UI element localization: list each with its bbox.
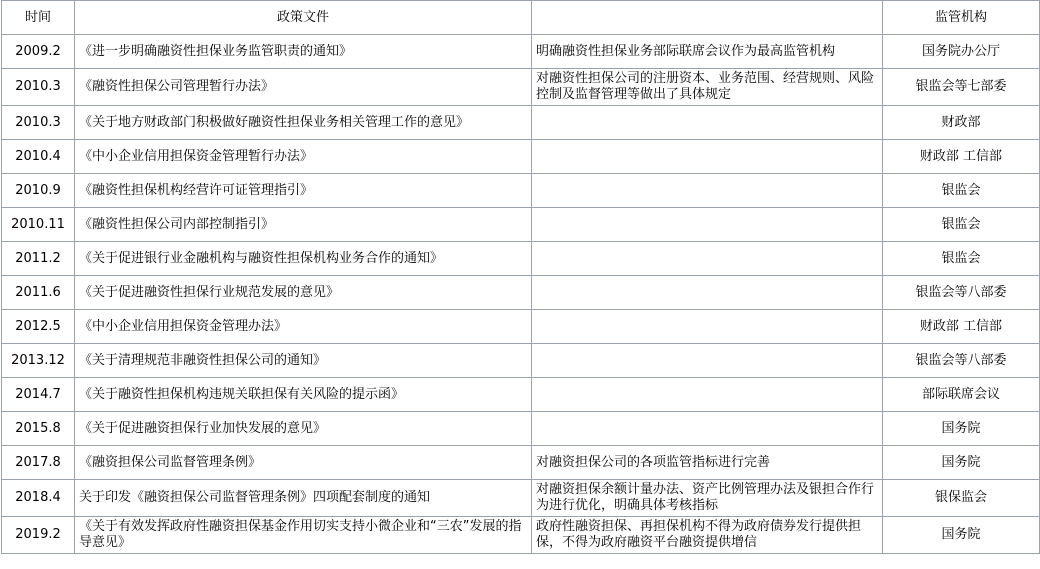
cell-time: 2017.8 (2, 446, 75, 480)
table-row (2, 310, 1040, 344)
cell-document: 《中小企业信用担保资金管理办法》 (75, 310, 532, 344)
table-row (2, 208, 1040, 242)
cell-description (532, 412, 883, 446)
cell-description: 明确融资性担保业务部际联席会议作为最高监管机构 (532, 35, 883, 69)
cell-document: 《融资性担保公司管理暂行办法》 (75, 69, 532, 106)
table-row (2, 276, 1040, 310)
table-row (2, 480, 1040, 517)
cell-organization: 银监会 (883, 174, 1040, 208)
cell-document: 《融资性担保公司内部控制指引》 (75, 208, 532, 242)
table-row (2, 35, 1040, 69)
cell-organization: 财政部 工信部 (883, 310, 1040, 344)
header-organization: 监管机构 (883, 1, 1040, 35)
cell-description: 对融资担保余额计量办法、资产比例管理办法及银担合作行为进行优化，明确具体考核指标 (532, 480, 883, 517)
cell-organization: 财政部 (883, 106, 1040, 140)
cell-document: 《关于促进银行业金融机构与融资性担保机构业务合作的通知》 (75, 242, 532, 276)
cell-description (532, 208, 883, 242)
cell-organization: 银保监会 (883, 480, 1040, 517)
table-row (2, 242, 1040, 276)
cell-document: 《关于促进融资担保行业加快发展的意见》 (75, 412, 532, 446)
table-header-row (2, 1, 1040, 35)
cell-document: 《进一步明确融资性担保业务监管职责的通知》 (75, 35, 532, 69)
cell-time: 2011.2 (2, 242, 75, 276)
cell-organization: 银监会等七部委 (883, 69, 1040, 106)
header-description (532, 1, 883, 35)
cell-description (532, 310, 883, 344)
cell-description: 政府性融资担保、再担保机构不得为政府债券发行提供担保，不得为政府融资平台融资提供增信 (532, 517, 883, 554)
table-row (2, 69, 1040, 106)
cell-document: 《关于地方财政部门积极做好融资性担保业务相关管理工作的意见》 (75, 106, 532, 140)
cell-description (532, 242, 883, 276)
cell-description (532, 344, 883, 378)
table-row (2, 174, 1040, 208)
table-row (2, 446, 1040, 480)
cell-document: 《关于清理规范非融资性担保公司的通知》 (75, 344, 532, 378)
cell-time: 2010.9 (2, 174, 75, 208)
table-row (2, 412, 1040, 446)
cell-description (532, 106, 883, 140)
cell-organization: 银监会等八部委 (883, 276, 1040, 310)
table-row (2, 106, 1040, 140)
cell-time: 2012.5 (2, 310, 75, 344)
cell-document: 《关于融资性担保机构违规关联担保有关风险的提示函》 (75, 378, 532, 412)
cell-organization: 国务院办公厅 (883, 35, 1040, 69)
cell-time: 2010.4 (2, 140, 75, 174)
table-row (2, 344, 1040, 378)
cell-time: 2014.7 (2, 378, 75, 412)
cell-document: 《融资性担保机构经营许可证管理指引》 (75, 174, 532, 208)
cell-description (532, 276, 883, 310)
cell-organization: 部际联席会议 (883, 378, 1040, 412)
cell-organization: 国务院 (883, 517, 1040, 554)
cell-description (532, 378, 883, 412)
cell-time: 2011.6 (2, 276, 75, 310)
cell-description: 对融资担保公司的各项监管指标进行完善 (532, 446, 883, 480)
cell-time: 2010.3 (2, 69, 75, 106)
cell-time: 2010.11 (2, 208, 75, 242)
cell-document: 《中小企业信用担保资金管理暂行办法》 (75, 140, 532, 174)
cell-document: 《融资担保公司监督管理条例》 (75, 446, 532, 480)
cell-organization: 国务院 (883, 446, 1040, 480)
header-time: 时间 (2, 1, 75, 35)
header-document: 政策文件 (75, 1, 532, 35)
cell-organization: 财政部 工信部 (883, 140, 1040, 174)
cell-description (532, 174, 883, 208)
table-row (2, 517, 1040, 554)
cell-time: 2018.4 (2, 480, 75, 517)
cell-time: 2013.12 (2, 344, 75, 378)
cell-organization: 银监会 (883, 208, 1040, 242)
cell-description: 对融资性担保公司的注册资本、业务范围、经营规则、风险控制及监督管理等做出了具体规定 (532, 69, 883, 106)
cell-time: 2009.2 (2, 35, 75, 69)
cell-document: 《关于有效发挥政府性融资担保基金作用切实支持小微企业和“三农”发展的指导意见》 (75, 517, 532, 554)
cell-description (532, 140, 883, 174)
cell-organization: 国务院 (883, 412, 1040, 446)
cell-document: 《关于促进融资性担保行业规范发展的意见》 (75, 276, 532, 310)
table-row (2, 140, 1040, 174)
cell-time: 2010.3 (2, 106, 75, 140)
cell-time: 2019.2 (2, 517, 75, 554)
table-row (2, 378, 1040, 412)
cell-time: 2015.8 (2, 412, 75, 446)
policy-table (1, 0, 1040, 554)
cell-document: 关于印发《融资担保公司监督管理条例》四项配套制度的通知 (75, 480, 532, 517)
cell-organization: 银监会 (883, 242, 1040, 276)
cell-organization: 银监会等八部委 (883, 344, 1040, 378)
